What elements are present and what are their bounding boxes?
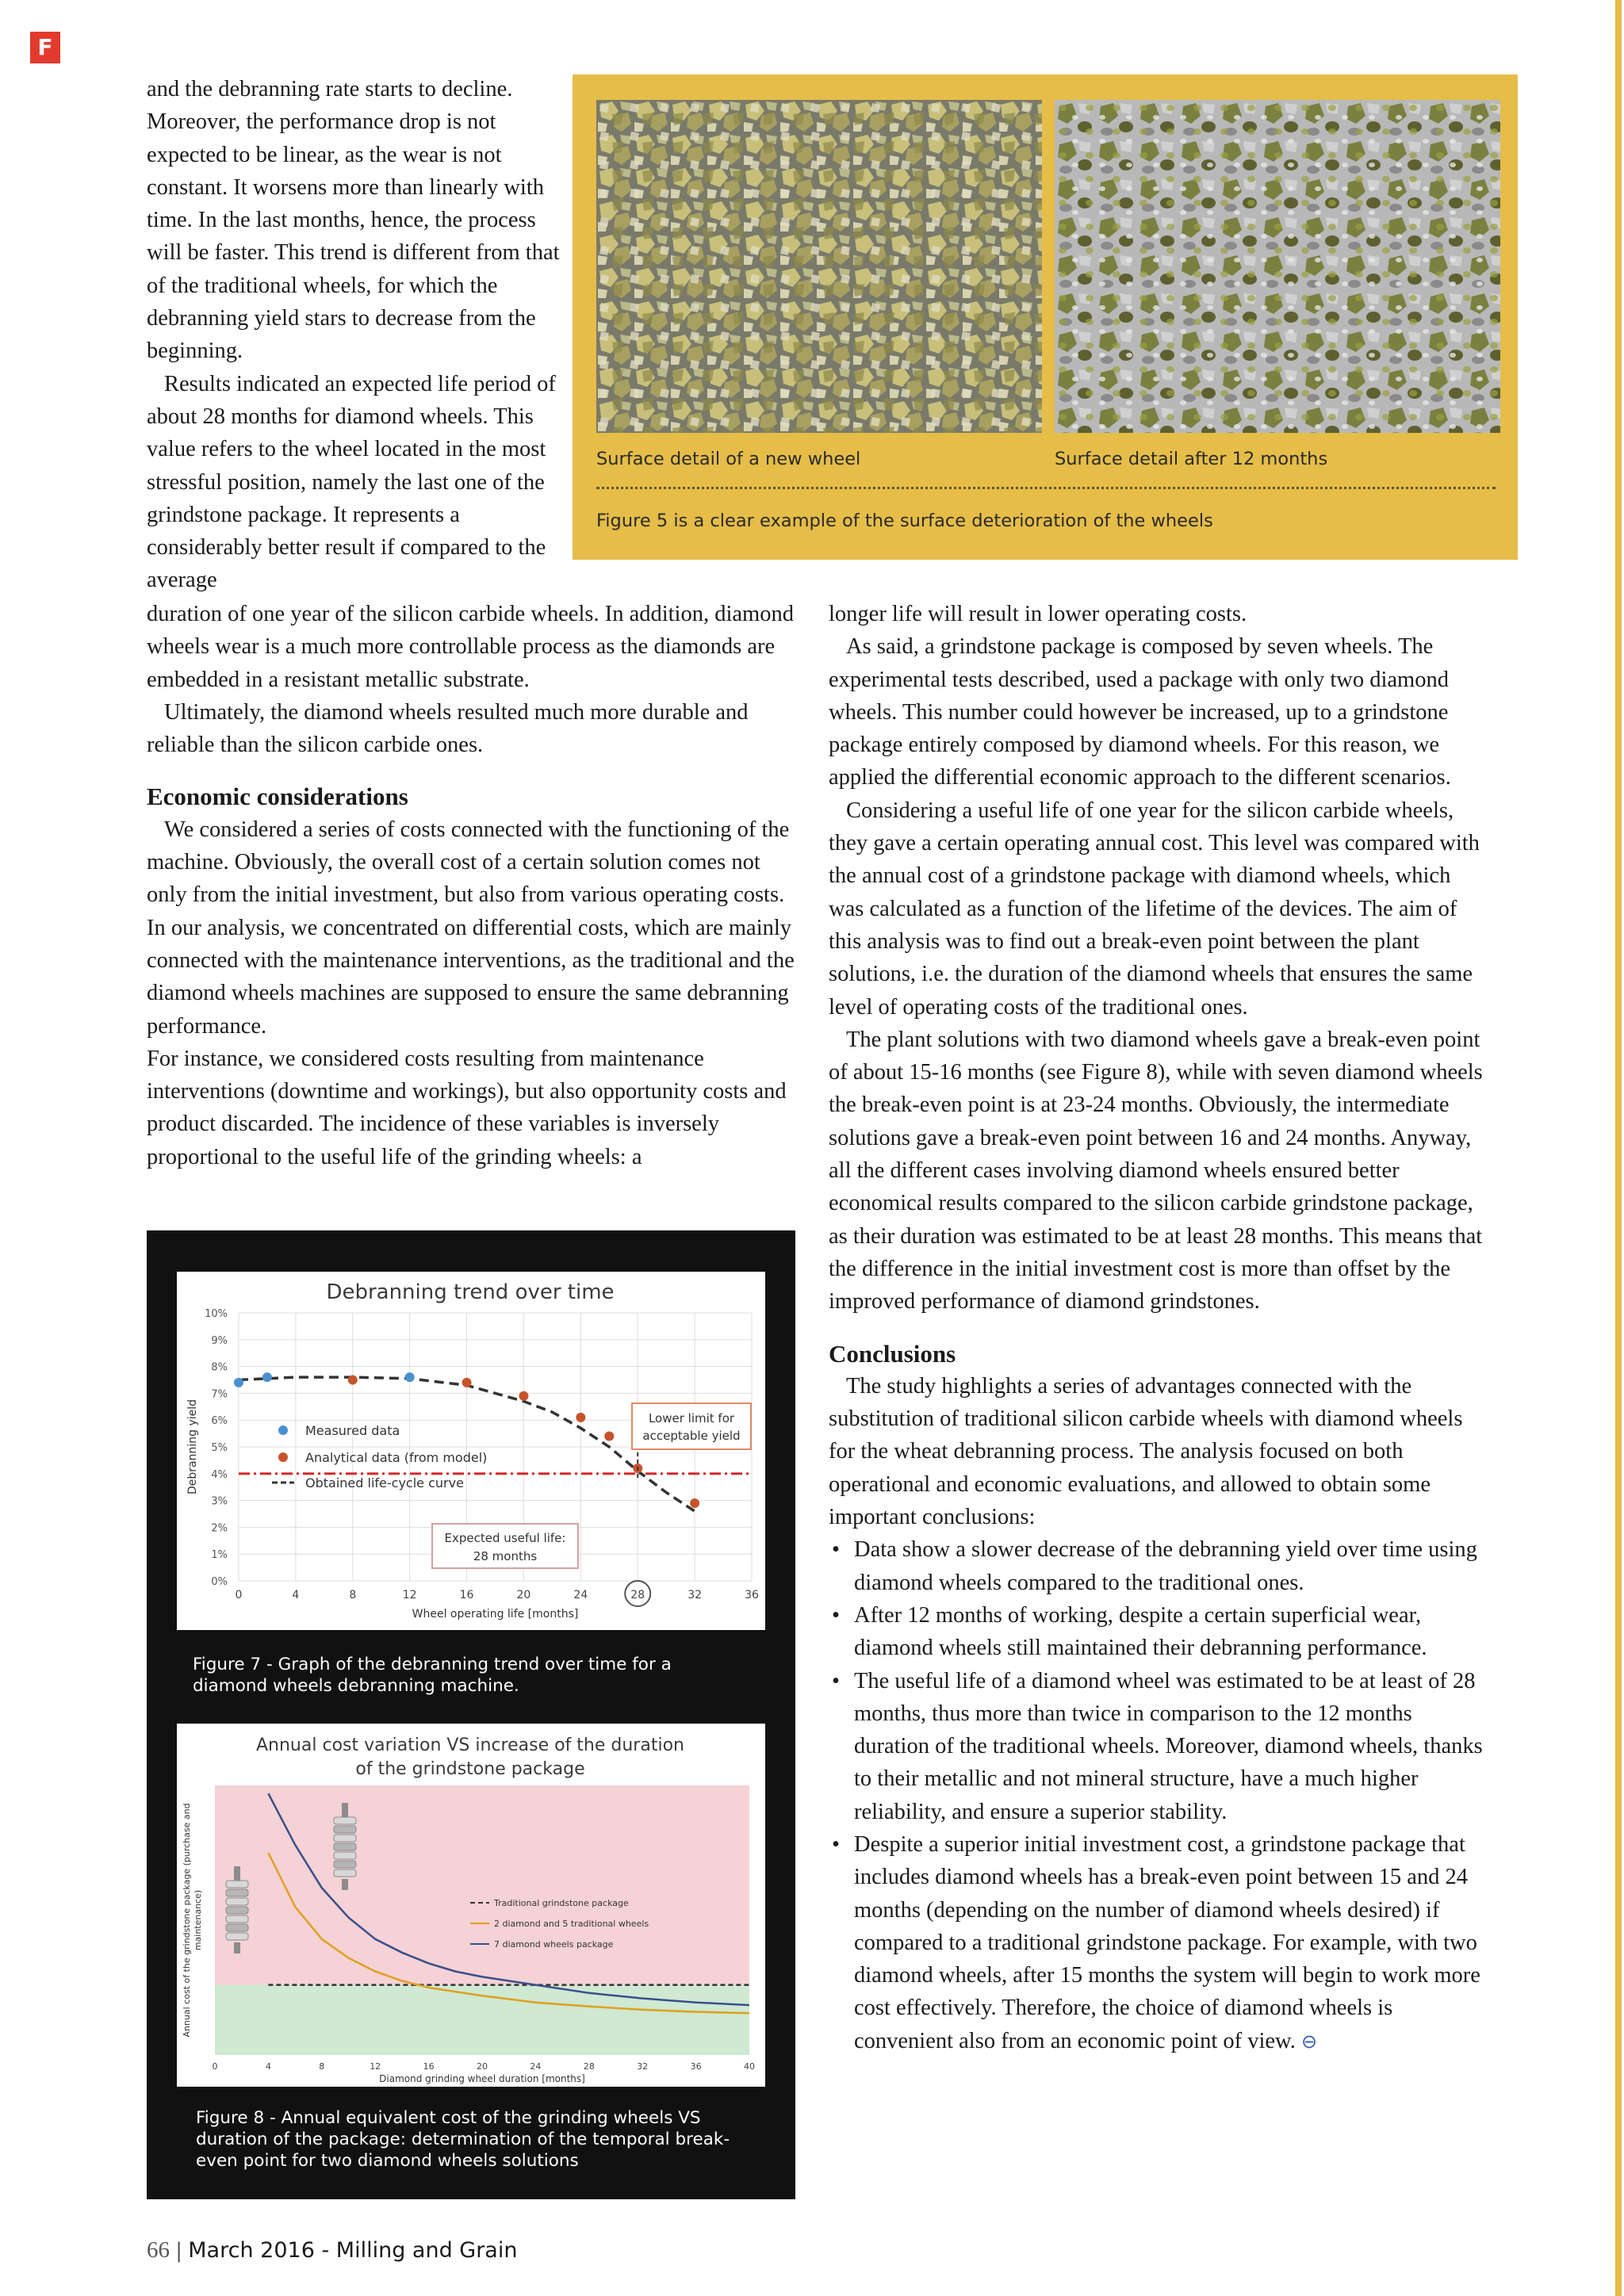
- y-tick-label: 0%: [211, 1576, 228, 1588]
- left-column-body: [147, 598, 805, 1173]
- section-badge: F: [30, 32, 60, 63]
- x-tick-label: 28: [583, 2061, 595, 2072]
- grindstone-disc: [334, 1869, 356, 1877]
- grindstone-disc: [226, 1898, 248, 1905]
- worn-wheel-label: Surface detail after 12 months: [1055, 449, 1328, 469]
- x-tick-label: 4: [292, 1589, 300, 1601]
- measured-point: [262, 1372, 272, 1382]
- x-axis-label: Wheel operating life [months]: [412, 1608, 579, 1621]
- legend-label: Analytical data (from model): [305, 1450, 488, 1465]
- page-number: 66: [147, 2237, 170, 2263]
- x-tick-label: 16: [423, 2061, 435, 2072]
- y-tick-label: 10%: [205, 1308, 228, 1320]
- annotation-label: Expected useful life:: [444, 1531, 566, 1545]
- x-tick-label: 40: [744, 2061, 755, 2072]
- chart-title: of the grindstone package: [355, 1759, 585, 1779]
- left-column-top: [147, 73, 567, 597]
- grindstone-shaft: [234, 1942, 240, 1954]
- grindstone-shaft: [342, 1803, 348, 1817]
- measured-point: [234, 1378, 243, 1387]
- analytical-point: [576, 1413, 585, 1422]
- figure5-caption: Figure 5 is a clear example of the surface deterioration of the wheels: [596, 511, 1213, 531]
- x-tick-label: 28: [630, 1589, 645, 1601]
- y-tick-label: 1%: [211, 1549, 228, 1562]
- x-tick-label: 12: [370, 2061, 381, 2072]
- paragraph: As said, a grindstone package is composed by seven wheels. The experimental tests described, used a package with only two diamond wheels. This number could however be increased, up to a grindstone package entirely composed by diamond wheels. For this reason, we applied the differential economic approach to the different scenarios.: [829, 634, 1451, 790]
- legend-seven-diamond-label: 7 diamond wheels package: [494, 1939, 614, 1950]
- end-mark-icon: ⊖: [1301, 2030, 1318, 2053]
- grindstone-disc: [226, 1889, 248, 1896]
- conclusions-list: [829, 1533, 1483, 2058]
- grindstone-disc: [226, 1881, 248, 1888]
- grindstone-disc: [226, 1933, 248, 1940]
- analytical-point: [519, 1391, 528, 1401]
- worn-wheel-photo: [1055, 100, 1500, 433]
- x-tick-label: 8: [319, 2061, 325, 2072]
- x-tick-label: 0: [235, 1589, 243, 1601]
- x-tick-label: 16: [459, 1589, 474, 1601]
- paragraph: Ultimately, the diamond wheels resulted much more durable and reliable than the silicon carbide ones.: [147, 699, 749, 758]
- x-tick-label: 0: [212, 2061, 218, 2072]
- y-tick-label: 5%: [211, 1442, 228, 1454]
- y-tick-label: 8%: [211, 1361, 228, 1374]
- y-tick-label: 4%: [211, 1468, 228, 1481]
- x-tick-label: 20: [516, 1589, 531, 1601]
- x-tick-label: 36: [745, 1589, 759, 1601]
- paragraph: The plant solutions with two diamond wheels gave a break-even point of about 15-16 months (see Figure 8), while with seven diamond wheels the break-even point is at 23-24 months. Obviously, the intermediate solutions gave a break-even point between 16 and 24 months. Anyway, all the different cases involving diamond wheels ensured better economical results compared to the silicon carbide grindstone package, as their duration was estimated to be at least 28 months. This means that the difference in the initial investment cost is more than offset by the improved performance of diamond grindstones.: [829, 1027, 1483, 1314]
- paragraph: longer life will result in lower operating costs.: [829, 602, 1247, 626]
- new-wheel-photo: [596, 100, 1042, 433]
- paragraph: and the debranning rate starts to decline. Moreover, the performance drop is not expected to be linear, as the wear is not constant. It worsens more than linearly with time. In the last months, hence, the process will be faster. This trend is different from that of the traditional wheels, for which the debranning yield stars to decrease from the beginning.: [147, 77, 560, 364]
- cost-zone-higher: [215, 1785, 749, 1985]
- grindstone-shaft: [234, 1866, 240, 1881]
- y-tick-label: 7%: [211, 1388, 228, 1401]
- threshold-label: Lower limit for: [648, 1411, 735, 1425]
- list-item-text: Despite a superior initial investment cost, a grindstone package that includes diamond wheels has a break-even point between 15 and 24 months (depending on the number of diamond wheels desired) if compared to a traditional grindstone package. For example, with two diamond wheels, after 15 months the system will begin to work more cost effectively. Therefore, the choice of diamond wheels is convenient also from an economic point of view.: [854, 1831, 1480, 2053]
- x-tick-label: 8: [349, 1589, 357, 1601]
- paragraph: For instance, we considered costs resulting from maintenance interventions (downtime and workings), but also opportunity costs and product discarded. The incidence of these variables is inversely proportional to the useful life of the grinding wheels: a: [147, 1046, 787, 1169]
- list-item: • The useful life of a diamond wheel was estimated to be at least of 28 months, thus more than twice in comparison to the 12 months duration of the traditional wheels. Moreover, diamond wheels, thanks to their metallic and not mineral structure, have a much higher reliability, and ensure a superior stability.: [829, 1665, 1483, 1828]
- figure7-panel: [177, 1272, 765, 1630]
- new-wheel-label: Surface detail of a new wheel: [596, 449, 861, 469]
- figures-box: [147, 1230, 795, 2199]
- legend-two-diamond-label: 2 diamond and 5 traditional wheels: [494, 1919, 649, 1929]
- chart-title: Annual cost variation VS increase of the duration: [256, 1735, 684, 1755]
- right-column: [829, 598, 1483, 2058]
- figure5-box: [573, 75, 1518, 560]
- x-tick-label: 20: [477, 2061, 488, 2072]
- grindstone-disc: [334, 1826, 356, 1833]
- paragraph: duration of one year of the silicon carbide wheels. In addition, diamond wheels wear is a much more controllable process as the diamonds are embedded in a resistant metallic substrate.: [147, 602, 794, 692]
- grindstone-disc: [334, 1843, 356, 1850]
- x-tick-label: 24: [530, 2061, 542, 2072]
- page-edge-rule: [1615, 0, 1622, 2296]
- figure8-panel: [177, 1724, 765, 2087]
- measured-point: [405, 1372, 415, 1382]
- grindstone-shaft: [342, 1879, 348, 1890]
- analytical-point: [462, 1378, 472, 1387]
- grindstone-disc: [226, 1915, 248, 1923]
- y-axis-label: Annual cost of the grindstone package (purchase and: [182, 1803, 192, 2038]
- paragraph: Results indicated an expected life period of about 28 months for diamond wheels. This value refers to the wheel located in the most stressful position, namely the last one of the grindstone package. It represents a considerably better result if compared to the average: [147, 371, 556, 593]
- heading-conclusions: Conclusions: [829, 1339, 956, 1368]
- y-tick-label: 6%: [211, 1415, 228, 1428]
- x-tick-label: 24: [573, 1589, 588, 1601]
- y-axis-label: maintenance): [193, 1889, 203, 1951]
- grindstone-disc: [226, 1907, 248, 1914]
- figure7-chart: [177, 1272, 765, 1630]
- list-item: • Data show a slower decrease of the debranning yield over time using diamond wheels compared to the traditional ones.: [829, 1533, 1483, 1599]
- grindstone-disc: [334, 1835, 356, 1842]
- footer-separator: |: [175, 2239, 183, 2263]
- grindstone-disc: [334, 1861, 356, 1868]
- figure8-chart: [177, 1724, 765, 2087]
- x-axis-label: Diamond grinding wheel duration [months]: [379, 2073, 585, 2084]
- y-tick-label: 2%: [211, 1522, 228, 1535]
- threshold-label: acceptable yield: [642, 1429, 741, 1443]
- heading-economic-considerations: Economic considerations: [147, 783, 408, 811]
- x-tick-label: 36: [690, 2061, 702, 2072]
- legend-marker-measured: [278, 1425, 288, 1435]
- y-tick-label: 9%: [211, 1334, 228, 1347]
- x-tick-label: 12: [402, 1589, 417, 1601]
- y-axis-label: Debranning yield: [186, 1399, 199, 1495]
- x-tick-label: 4: [265, 2061, 271, 2072]
- legend-marker-analytical: [278, 1452, 288, 1462]
- legend-label: Obtained life-cycle curve: [305, 1475, 464, 1490]
- legend-traditional-label: Traditional grindstone package: [494, 1898, 629, 1908]
- analytical-point: [690, 1498, 699, 1508]
- footer: [147, 2237, 517, 2263]
- list-item: [829, 1828, 1483, 2058]
- x-tick-label: 32: [637, 2061, 649, 2072]
- paragraph: We considered a series of costs connected with the functioning of the machine. Obviously, the overall cost of a certain solution comes not only from the initial investment, but also from various operating costs. In our analysis, we concentrated on differential costs, which are mainly connected with the maintenance interventions, as the traditional and the diamond wheels machines are supposed to ensure the same debranning performance.: [147, 817, 795, 1039]
- x-tick-label: 32: [688, 1589, 703, 1601]
- grindstone-disc: [226, 1924, 248, 1931]
- grindstone-disc: [334, 1852, 356, 1859]
- figure7-caption: Figure 7 - Graph of the debranning trend over time for a diamond wheels debranning machine.: [193, 1655, 672, 1696]
- list-item: • After 12 months of working, despite a certain superficial wear, diamond wheels still maintained their debranning performance.: [829, 1599, 1483, 1665]
- figure8-caption: Figure 8 - Annual equivalent cost of the grinding wheels VS duration of the package: determination of the temporal break-even point for two diamond wheels solutions: [196, 2108, 730, 2171]
- y-tick-label: 3%: [211, 1495, 228, 1508]
- grindstone-disc: [334, 1817, 356, 1824]
- paragraph: The study highlights a series of advantages connected with the substitution of traditional silicon carbide wheels with diamond wheels for the wheat debranning process. The analysis focused on both operational and economic evaluations, and allowed to obtain some important conclusions:: [829, 1373, 1463, 1530]
- footer-publication: March 2016 - Milling and Grain: [188, 2238, 518, 2263]
- annotation-value: 28 months: [473, 1549, 538, 1563]
- analytical-point: [348, 1376, 358, 1385]
- paragraph: Considering a useful life of one year for the silicon carbide wheels, they gave a certain operating annual cost. This level was compared with the annual cost of a grindstone package with diamond wheels, which was calculated as a function of the lifetime of the devices. The aim of this analysis was to find out a break-even point between the plant solutions, i.e. the duration of the diamond wheels that ensures the same level of operating costs of the traditional ones.: [829, 798, 1480, 1020]
- chart-title: Debranning trend over time: [326, 1280, 615, 1304]
- analytical-point: [604, 1431, 614, 1441]
- legend-label: Measured data: [305, 1423, 400, 1438]
- figure5-divider: [596, 487, 1496, 489]
